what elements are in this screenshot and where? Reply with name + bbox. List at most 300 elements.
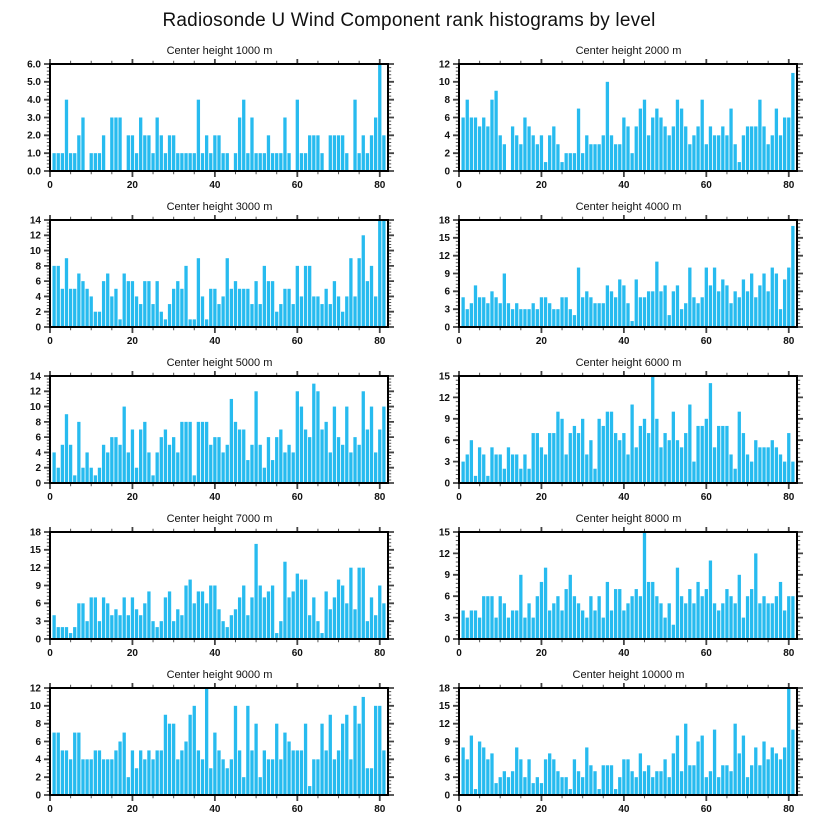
- histogram-bar: [527, 469, 530, 483]
- histogram-bar: [750, 126, 753, 171]
- histogram-bar: [680, 309, 683, 327]
- histogram-bar: [283, 452, 286, 483]
- histogram-grid: [0, 44, 818, 824]
- histogram-bar: [701, 297, 704, 327]
- histogram-bar: [647, 433, 650, 483]
- histogram-bar: [180, 750, 183, 795]
- histogram-bar: [486, 759, 489, 795]
- histogram-bar: [560, 419, 563, 483]
- histogram-bar: [734, 144, 737, 171]
- y-axis-tick-label: 8: [35, 261, 41, 273]
- histogram-bar: [527, 126, 530, 171]
- histogram-bar: [729, 303, 732, 327]
- histogram-bar: [114, 437, 117, 483]
- histogram-bar: [581, 777, 584, 795]
- histogram-bar: [754, 440, 757, 483]
- histogram-bar: [523, 309, 526, 327]
- histogram-bar: [316, 135, 319, 171]
- histogram-bar: [589, 297, 592, 327]
- y-axis-tick-label: 4: [35, 291, 41, 303]
- y-axis-tick-label: 12: [29, 386, 41, 398]
- histogram-bar: [470, 303, 473, 327]
- y-axis-tick-label: 6: [35, 276, 41, 288]
- subplot-title-1000m: Center height 1000 m: [166, 45, 273, 57]
- histogram-bar: [230, 615, 233, 639]
- y-axis-tick-label: 3.0: [27, 112, 41, 124]
- histogram-bar: [287, 153, 290, 171]
- histogram-bar: [267, 759, 270, 795]
- histogram-bar: [486, 476, 489, 483]
- histogram-bar: [263, 597, 266, 639]
- histogram-bar: [127, 281, 130, 327]
- histogram-bar: [705, 144, 708, 171]
- histogram-bar: [511, 771, 514, 795]
- histogram-bar: [771, 747, 774, 795]
- histogram-bar: [494, 91, 497, 171]
- y-axis-tick-label: 12: [438, 59, 450, 71]
- y-axis-tick-label: 12: [29, 230, 41, 242]
- histogram-bar: [127, 615, 130, 639]
- subplot-title-8000m: Center height 8000 m: [575, 513, 682, 525]
- histogram-bar: [94, 312, 97, 327]
- histogram-bar: [598, 144, 601, 171]
- histogram-bar: [263, 750, 266, 795]
- histogram-bar: [197, 422, 200, 483]
- histogram-bar: [221, 759, 224, 795]
- histogram-bar: [118, 118, 121, 172]
- histogram-bar: [69, 289, 72, 327]
- histogram-bar: [296, 391, 299, 483]
- histogram-bar: [85, 452, 88, 483]
- histogram-bar: [279, 430, 282, 484]
- histogram-bar: [114, 118, 117, 172]
- histogram-bar: [316, 296, 319, 327]
- histogram-bar: [246, 289, 249, 327]
- histogram-bar: [762, 274, 765, 328]
- histogram-bar: [238, 118, 241, 172]
- histogram-bar: [552, 433, 555, 483]
- x-axis-tick-label: 20: [535, 648, 548, 659]
- histogram-bar: [316, 621, 319, 639]
- x-axis-tick-label: 40: [618, 648, 630, 659]
- x-axis-tick-label: 0: [456, 804, 462, 815]
- histogram-bar: [234, 422, 237, 483]
- histogram-bar: [160, 135, 163, 171]
- histogram-bar: [353, 609, 356, 639]
- histogram-bar: [717, 291, 720, 327]
- histogram-bar: [65, 750, 68, 795]
- histogram-bar: [614, 433, 617, 483]
- histogram-bar: [540, 582, 543, 639]
- histogram-bar: [552, 759, 555, 795]
- histogram-bar: [234, 609, 237, 639]
- subplot-title-4000m: Center height 4000 m: [575, 201, 682, 213]
- histogram-bar: [226, 627, 229, 639]
- histogram-bar: [238, 750, 241, 795]
- histogram-bar: [762, 742, 765, 796]
- histogram-bar: [482, 747, 485, 795]
- histogram-bar: [676, 100, 679, 171]
- histogram-bar: [598, 596, 601, 639]
- histogram-bar: [701, 100, 704, 171]
- histogram-bar: [663, 126, 666, 171]
- histogram-bar: [519, 469, 522, 483]
- histogram-bar: [57, 153, 60, 171]
- histogram-bar: [544, 759, 547, 795]
- histogram-bar: [577, 433, 580, 483]
- histogram-bar: [333, 597, 336, 639]
- x-axis-tick-label: 40: [618, 180, 630, 191]
- histogram-bar: [275, 437, 278, 483]
- x-axis-tick-label: 60: [291, 804, 303, 815]
- histogram-bar: [201, 759, 204, 795]
- histogram-bar: [626, 603, 629, 639]
- histogram-bar: [197, 750, 200, 795]
- y-axis-tick-label: 2: [35, 772, 41, 784]
- histogram-bar: [81, 468, 84, 483]
- histogram-bar: [52, 452, 55, 483]
- histogram-bar: [102, 597, 105, 639]
- histogram-bar: [499, 777, 502, 795]
- y-axis-tick-label: 6.0: [27, 59, 41, 71]
- histogram-bar: [180, 615, 183, 639]
- histogram-bar: [304, 724, 307, 795]
- histogram-bar: [630, 153, 633, 171]
- histogram-bar: [73, 733, 76, 795]
- histogram-bar: [569, 153, 572, 171]
- histogram-bar: [254, 544, 257, 639]
- y-axis-tick-label: 8: [444, 95, 450, 107]
- histogram-bar: [771, 440, 774, 483]
- histogram-bar: [684, 724, 687, 795]
- histogram-bar: [610, 765, 613, 795]
- histogram-bar: [626, 303, 629, 327]
- histogram-bar: [337, 296, 340, 327]
- histogram-bar: [197, 258, 200, 327]
- histogram-bar: [370, 768, 373, 795]
- histogram-bar: [378, 586, 381, 640]
- histogram-bar: [610, 610, 613, 639]
- histogram-bar: [65, 258, 68, 327]
- histogram-bar: [221, 452, 224, 483]
- histogram-bar: [85, 621, 88, 639]
- subplot-title-3000m: Center height 3000 m: [166, 201, 273, 213]
- histogram-bar: [536, 309, 539, 327]
- histogram-bar: [382, 750, 385, 795]
- histogram-bar: [382, 135, 385, 171]
- histogram-bar: [630, 596, 633, 639]
- x-axis-tick-label: 60: [291, 180, 303, 191]
- histogram-bar: [77, 135, 80, 171]
- histogram-bar: [659, 118, 662, 172]
- histogram-bar: [160, 750, 163, 795]
- histogram-bar: [156, 452, 159, 483]
- histogram-bar: [226, 258, 229, 327]
- histogram-bar: [123, 733, 126, 795]
- histogram-bar: [349, 258, 352, 327]
- y-axis-tick-label: 6: [444, 591, 450, 603]
- histogram-bar: [494, 454, 497, 483]
- x-axis-tick-label: 80: [783, 492, 795, 503]
- histogram-bar: [176, 153, 179, 171]
- histogram-bar: [565, 777, 568, 795]
- histogram-bar: [672, 126, 675, 171]
- histogram-bar: [767, 603, 770, 639]
- histogram-bar: [366, 281, 369, 327]
- histogram-bar: [560, 162, 563, 171]
- histogram-bar: [156, 750, 159, 795]
- histogram-bar: [106, 603, 109, 639]
- histogram-bar: [201, 591, 204, 639]
- histogram-bar: [729, 596, 732, 639]
- x-axis-tick-label: 40: [209, 180, 221, 191]
- histogram-bar: [366, 153, 369, 171]
- y-axis-tick-label: 12: [438, 392, 450, 404]
- histogram-bar: [349, 759, 352, 795]
- histogram-bar: [548, 753, 551, 795]
- histogram-bar: [474, 118, 477, 172]
- histogram-bar: [259, 777, 262, 795]
- histogram-bar: [626, 454, 629, 483]
- histogram-bar: [754, 126, 757, 171]
- histogram-bar: [345, 407, 348, 483]
- histogram-bar: [663, 433, 666, 483]
- histogram-bar: [544, 568, 547, 639]
- histogram-bar: [81, 118, 84, 172]
- histogram-bar: [156, 118, 159, 172]
- histogram-bar: [201, 422, 204, 483]
- plot-area-8000m: [409, 527, 818, 668]
- histogram-bar: [205, 135, 208, 171]
- histogram-bar: [337, 135, 340, 171]
- histogram-bar: [176, 281, 179, 327]
- histogram-bar: [292, 591, 295, 639]
- histogram-bar: [503, 274, 506, 328]
- histogram-bar: [94, 153, 97, 171]
- histogram-bar: [143, 135, 146, 171]
- y-axis-tick-label: 8: [35, 417, 41, 429]
- histogram-bar: [246, 706, 249, 795]
- histogram-bar: [333, 759, 336, 795]
- histogram-bar: [569, 575, 572, 639]
- histogram-bar: [114, 289, 117, 327]
- histogram-bar: [221, 296, 224, 327]
- y-axis-tick-label: 9: [444, 414, 450, 426]
- histogram-bar: [767, 144, 770, 171]
- y-axis-tick-label: 15: [29, 545, 41, 557]
- subplot-title-9000m: Center height 9000 m: [166, 669, 273, 681]
- x-axis-tick-label: 40: [209, 804, 221, 815]
- histogram-bar: [337, 750, 340, 795]
- histogram-bar: [259, 153, 262, 171]
- x-axis-tick-label: 0: [456, 648, 462, 659]
- histogram-bar: [77, 733, 80, 795]
- y-axis-tick-label: 9: [444, 570, 450, 582]
- histogram-bar: [783, 462, 786, 483]
- histogram-bar: [341, 135, 344, 171]
- histogram-bar: [593, 303, 596, 327]
- histogram-bar: [622, 118, 625, 172]
- histogram-bar: [164, 715, 167, 795]
- histogram-bar: [783, 118, 786, 172]
- y-axis-tick-label: 8: [35, 719, 41, 731]
- histogram-bar: [651, 118, 654, 172]
- plot-area-1000m: [0, 59, 409, 200]
- histogram-bar: [791, 73, 794, 171]
- histogram-bar: [668, 440, 671, 483]
- histogram-bar: [585, 747, 588, 795]
- histogram-bar: [511, 126, 514, 171]
- histogram-bar: [374, 706, 377, 795]
- x-axis-tick-label: 80: [374, 336, 386, 347]
- histogram-bar: [630, 405, 633, 483]
- histogram-bar: [461, 610, 464, 639]
- histogram-bar: [73, 153, 76, 171]
- histogram-bar: [184, 742, 187, 796]
- histogram-bar: [316, 759, 319, 795]
- histogram-bar: [490, 753, 493, 795]
- y-axis-tick-label: 1.0: [27, 148, 41, 160]
- histogram-bar: [705, 419, 708, 483]
- y-axis-tick-label: 0: [444, 322, 450, 334]
- histogram-bar: [164, 319, 167, 327]
- histogram-bar: [164, 430, 167, 484]
- histogram-bar: [602, 135, 605, 171]
- histogram-bar: [90, 468, 93, 483]
- histogram-bar: [610, 412, 613, 483]
- histogram-bar: [701, 736, 704, 795]
- histogram-bar: [746, 291, 749, 327]
- histogram-bar: [271, 586, 274, 640]
- histogram-bar: [779, 454, 782, 483]
- histogram-bar: [511, 610, 514, 639]
- histogram-bar: [655, 419, 658, 483]
- histogram-bar: [585, 291, 588, 327]
- histogram-bar: [287, 742, 290, 796]
- histogram-bar: [466, 100, 469, 171]
- histogram-bar: [209, 586, 212, 640]
- histogram-bar: [176, 609, 179, 639]
- histogram-bar: [482, 596, 485, 639]
- histogram-bar: [172, 289, 175, 327]
- histogram-bar: [655, 596, 658, 639]
- histogram-bar: [263, 468, 266, 483]
- histogram-bar: [672, 412, 675, 483]
- histogram-bar: [593, 610, 596, 639]
- histogram-bar: [589, 596, 592, 639]
- histogram-bar: [250, 597, 253, 639]
- histogram-bar: [77, 274, 80, 328]
- histogram-bar: [263, 266, 266, 327]
- histogram-bar: [131, 135, 134, 171]
- y-axis-tick-label: 6: [35, 736, 41, 748]
- y-axis-tick-label: 0: [35, 322, 41, 334]
- subplot-4000m: [409, 200, 818, 356]
- histogram-bar: [333, 407, 336, 483]
- histogram-bar: [717, 135, 720, 171]
- histogram-bar: [271, 281, 274, 327]
- histogram-bar: [358, 445, 361, 483]
- histogram-bar: [589, 144, 592, 171]
- subplot-title-6000m: Center height 6000 m: [575, 357, 682, 369]
- histogram-bar: [676, 285, 679, 327]
- histogram-bar: [639, 596, 642, 639]
- histogram-bar: [139, 750, 142, 795]
- histogram-bar: [746, 596, 749, 639]
- histogram-bar: [345, 153, 348, 171]
- histogram-bar: [127, 777, 130, 795]
- histogram-bar: [676, 568, 679, 639]
- histogram-bar: [197, 100, 200, 171]
- histogram-bar: [349, 452, 352, 483]
- histogram-bar: [556, 596, 559, 639]
- histogram-bar: [234, 153, 237, 171]
- histogram-bar: [643, 532, 646, 639]
- histogram-bar: [114, 750, 117, 795]
- histogram-bar: [750, 765, 753, 795]
- histogram-bar: [378, 706, 381, 795]
- histogram-bar: [523, 618, 526, 639]
- histogram-bar: [242, 100, 245, 171]
- histogram-bar: [680, 447, 683, 483]
- histogram-bar: [382, 220, 385, 327]
- histogram-bar: [655, 771, 658, 795]
- histogram-bar: [585, 618, 588, 639]
- histogram-bar: [527, 603, 530, 639]
- x-axis-tick-label: 40: [618, 492, 630, 503]
- histogram-bar: [651, 291, 654, 327]
- histogram-bar: [362, 697, 365, 795]
- histogram-bar: [474, 285, 477, 327]
- histogram-bar: [738, 753, 741, 795]
- histogram-bar: [353, 100, 356, 171]
- histogram-bar: [118, 615, 121, 639]
- histogram-bar: [94, 597, 97, 639]
- x-axis-tick-label: 80: [374, 804, 386, 815]
- histogram-bar: [312, 597, 315, 639]
- subplot-title-5000m: Center height 5000 m: [166, 357, 273, 369]
- histogram-bar: [292, 452, 295, 483]
- histogram-bar: [734, 724, 737, 795]
- y-axis-tick-label: 0: [444, 634, 450, 646]
- histogram-bar: [180, 153, 183, 171]
- histogram-bar: [552, 126, 555, 171]
- y-axis-tick-label: 18: [438, 215, 450, 227]
- histogram-bar: [205, 422, 208, 483]
- y-axis-tick-label: 0.0: [27, 166, 41, 178]
- histogram-bar: [160, 437, 163, 483]
- histogram-bar: [556, 771, 559, 795]
- histogram-bar: [626, 126, 629, 171]
- x-axis-tick-label: 40: [209, 492, 221, 503]
- histogram-bar: [135, 768, 138, 795]
- histogram-bar: [523, 777, 526, 795]
- histogram-bar: [341, 445, 344, 483]
- y-axis-tick-label: 2: [35, 463, 41, 475]
- histogram-bar: [548, 433, 551, 483]
- histogram-bar: [189, 715, 192, 795]
- histogram-bar: [659, 771, 662, 795]
- x-axis-tick-label: 0: [456, 336, 462, 347]
- histogram-bar: [503, 144, 506, 171]
- x-axis-tick-label: 80: [783, 804, 795, 815]
- x-axis-tick-label: 0: [47, 492, 53, 503]
- histogram-bar: [602, 303, 605, 327]
- histogram-bar: [168, 135, 171, 171]
- plot-area-2000m: [409, 59, 818, 200]
- histogram-bar: [325, 422, 328, 483]
- histogram-bar: [461, 462, 464, 483]
